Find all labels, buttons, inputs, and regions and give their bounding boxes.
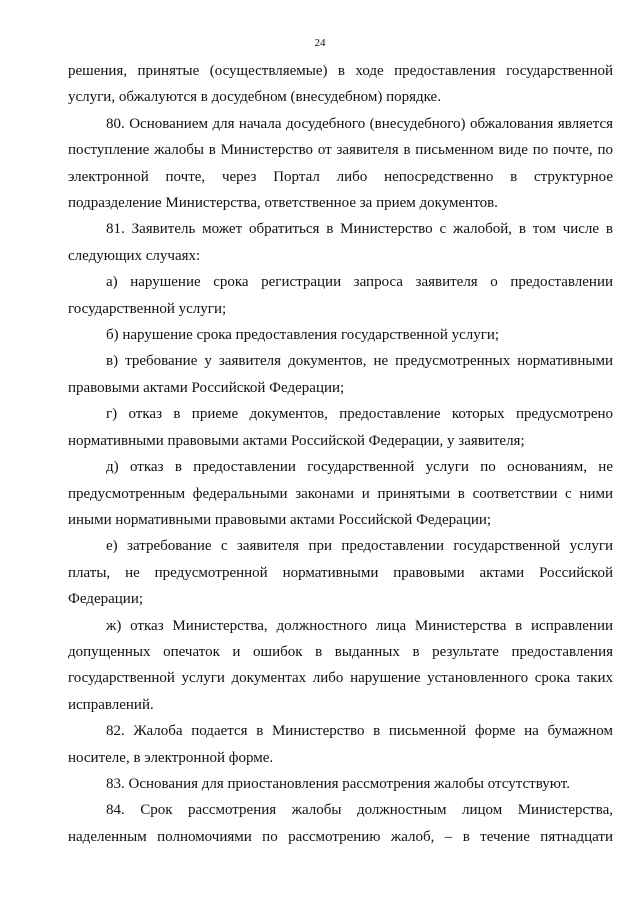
list-item-g: г) отказ в приеме документов, предоставление которых предусмотрено нормативными правовыми актами Российской Федерации, у заявителя; <box>68 406 613 449</box>
paragraph-83: 83. Основания для приостановления рассмотрения жалобы отсутствуют. <box>106 775 570 792</box>
page-number: 24 <box>314 37 326 49</box>
paragraph-81: 81. Заявитель может обратиться в Министерство с жалобой, в том числе в следующих случаях: <box>68 221 613 264</box>
list-item-zh: ж) отказ Министерства, должностного лица Министерства в исправлении допущенных опечаток и ошибок в выданных в результате предоставления государственной услуги документах либо нарушение установленного срока таких исправлений. <box>68 617 613 713</box>
list-item-v: в) требование у заявителя документов, не предусмотренных нормативными правовыми актами Российской Федерации; <box>68 353 613 396</box>
paragraph-82: 82. Жалоба подается в Министерство в письменной форме на бумажном носителе, в электронной форме. <box>68 723 613 766</box>
list-item-a: а) нарушение срока регистрации запроса заявителя о предоставлении государственной услуги; <box>68 274 613 317</box>
paragraph-continuation: решения, принятые (осуществляемые) в ходе предоставления государственной услуги, обжалуются в досудебном (внесудебном) порядке. <box>68 63 613 106</box>
list-item-b: б) нарушение срока предоставления государственной услуги; <box>106 327 500 344</box>
document-body <box>68 58 613 850</box>
list-item-d: д) отказ в предоставлении государственной услуги по основаниям, не предусмотренным федеральными законами и принятыми в соответствии с ними иными нормативными правовыми актами Российской Федерации; <box>68 459 613 528</box>
paragraph-80: 80. Основанием для начала досудебного (внесудебного) обжалования является поступление жалобы в Министерство от заявителя в письменном виде по почте, по электронной почте, через Портал либо непосредственно в структурное подразделение Министерства, ответственное за прием документов. <box>68 115 613 212</box>
list-item-e: е) затребование с заявителя при предоставлении государственной услуги платы, не предусмотренной нормативными правовыми актами Российской Федерации; <box>68 538 613 608</box>
paragraph-84: 84. Срок рассмотрения жалобы должностным лицом Министерства, наделенным полномочиями по рассмотрению жалоб, – в течение пятнадцати <box>68 802 613 845</box>
